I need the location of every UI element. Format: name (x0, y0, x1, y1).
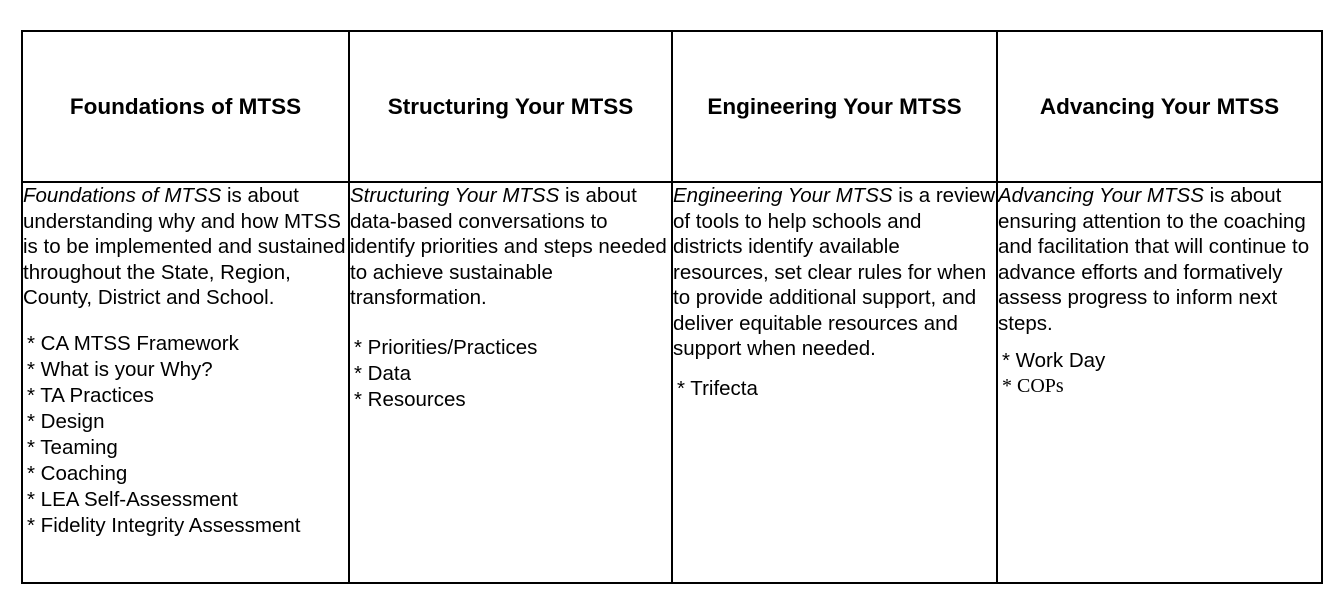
header-cell-foundations: Foundations of MTSS (22, 31, 349, 182)
list-item: * LEA Self-Assessment (27, 487, 238, 511)
topic-list (673, 376, 996, 402)
description-text: is about data-based conversations to identify priorities and steps needed to achieve sustainable transformation. (350, 184, 667, 309)
topic-list (350, 335, 671, 413)
italic-lead: Structuring Your MTSS (350, 184, 560, 207)
list-item: * CA MTSS Framework (27, 331, 239, 355)
description (998, 183, 1321, 336)
italic-lead: Foundations of MTSS (23, 184, 222, 207)
body-cell-structuring (349, 182, 672, 583)
description (23, 183, 348, 311)
header-cell-engineering: Engineering Your MTSS (672, 31, 997, 182)
list-item: * Design (27, 409, 105, 433)
italic-lead: Advancing Your MTSS (998, 184, 1204, 207)
body-cell-advancing (997, 182, 1322, 583)
description-text: is about ensuring attention to the coaching and facilitation that will continue to advance efforts and formatively assess progress to inform next steps. (998, 184, 1310, 335)
description (350, 183, 671, 311)
list-item: * Priorities/Practices (354, 335, 538, 359)
list-item: * Fidelity Integrity Assessment (27, 513, 301, 537)
description-text: is a review of tools to help schools and districts identify available resources, set clear rules for when to provide additional support, and deliver equitable resources and support when needed. (673, 184, 996, 360)
description-text: is about understanding why and how MTSS is to be implemented and sustained throughout the State, Region, County, District and School. (23, 184, 346, 309)
description (673, 183, 996, 362)
list-item: * Teaming (27, 435, 118, 459)
topic-list (998, 348, 1321, 398)
list-item: * TA Practices (27, 383, 154, 407)
list-item: * What is your Why? (27, 357, 213, 381)
list-item: * Work Day (1002, 349, 1106, 372)
list-item: * Coaching (27, 461, 128, 485)
list-item: * COPs (1002, 375, 1064, 397)
list-item: * Data (354, 361, 411, 385)
mtss-overview-table (21, 30, 1323, 584)
header-row (22, 31, 1322, 182)
body-cell-engineering (672, 182, 997, 583)
header-cell-structuring: Structuring Your MTSS (349, 31, 672, 182)
body-cell-foundations (22, 182, 349, 583)
list-item: * Trifecta (677, 376, 758, 400)
header-cell-advancing: Advancing Your MTSS (997, 31, 1322, 182)
italic-lead: Engineering Your MTSS (673, 184, 893, 207)
body-row (22, 182, 1322, 583)
list-item: * Resources (354, 387, 466, 411)
topic-list (23, 331, 348, 539)
